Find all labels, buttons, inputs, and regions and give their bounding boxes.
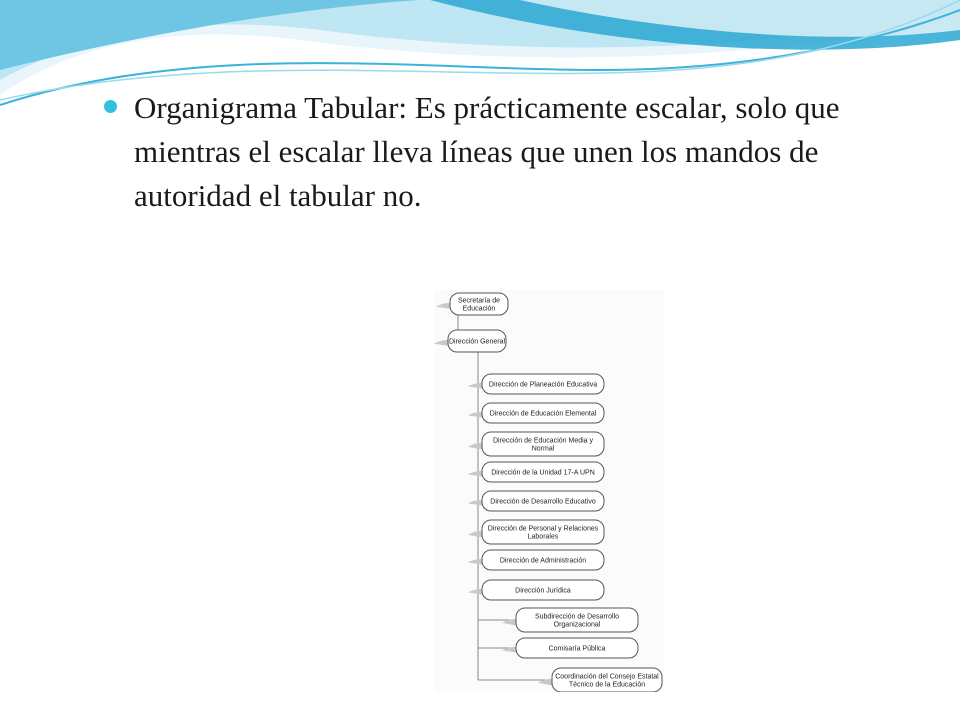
node-label: Secretaría de bbox=[457, 297, 501, 305]
org-node bbox=[502, 638, 638, 658]
node-label: Dirección de Desarrollo Educativo bbox=[490, 498, 596, 506]
org-chart-svg bbox=[434, 290, 664, 692]
node-label: Dirección General bbox=[448, 338, 506, 346]
node-label: Normal bbox=[531, 445, 555, 453]
node-label: Educación bbox=[462, 305, 496, 313]
bullet-dot-icon bbox=[104, 100, 117, 113]
node-label: Coordinación del Consejo Estatal bbox=[555, 673, 659, 681]
org-node bbox=[468, 520, 604, 544]
org-node bbox=[502, 608, 638, 632]
node-label: Dirección de Administración bbox=[499, 557, 587, 565]
org-node bbox=[468, 550, 604, 570]
org-node bbox=[436, 293, 508, 315]
org-node bbox=[468, 403, 604, 423]
org-chart bbox=[434, 290, 664, 692]
node-label: Dirección de Personal y Relaciones bbox=[487, 525, 599, 533]
node-label: Dirección de Educación Media y bbox=[493, 437, 593, 445]
org-node bbox=[468, 491, 604, 511]
node-label: Dirección de Planeación Educativa bbox=[488, 381, 598, 389]
node-label: Dirección de Educación Elemental bbox=[489, 410, 597, 418]
org-node bbox=[468, 580, 604, 600]
org-node bbox=[468, 374, 604, 394]
node-label: Comisaría Pública bbox=[548, 645, 606, 653]
bullet-text: Organigrama Tabular: Es prácticamente escalar, solo que mientras el escalar lleva líneas que unen los mandos de autoridad el tabular no. bbox=[134, 90, 840, 213]
node-label: Dirección Jurídica bbox=[515, 587, 571, 595]
org-node bbox=[434, 330, 506, 352]
bullet-point bbox=[104, 86, 924, 218]
node-label: Laborales bbox=[527, 533, 559, 541]
org-node bbox=[468, 462, 604, 482]
node-label: Subdirección de Desarrollo bbox=[534, 613, 620, 621]
org-node bbox=[468, 432, 604, 456]
node-label: Dirección de la Unidad 17-A UPN bbox=[491, 469, 595, 477]
node-label: Técnico de la Educación bbox=[568, 681, 646, 689]
node-label: Organizacional bbox=[553, 621, 601, 629]
org-node bbox=[538, 668, 662, 692]
